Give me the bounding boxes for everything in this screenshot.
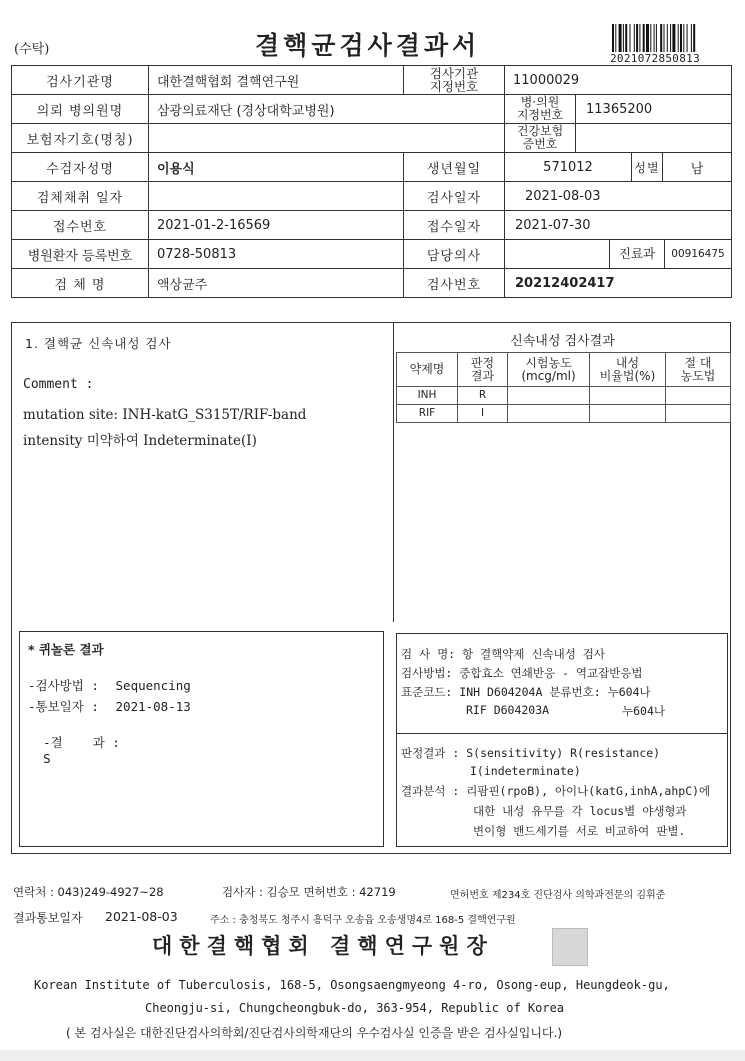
test-date-value: 2021-08-03 [505,182,732,211]
drug-result: I [458,405,508,423]
header-absolute: 절 대 농도법 [666,353,731,387]
table-row [397,405,731,423]
doctor-label: 담당의사 [404,240,505,269]
test-no-value: 20212402417 [505,269,732,298]
lab-name-label: 검사기관명 [12,66,149,95]
receipt-no-label: 접수번호 [12,211,149,240]
analysis-label: 결과분석 : [401,784,460,798]
specimen-label: 검 체 명 [12,269,149,298]
test-code-label: 표준코드: [401,685,453,699]
susceptibility-header-row [397,353,731,387]
judge-label: 판정결과 : [401,746,460,760]
address-en-1: Korean Institute of Tuberculosis, 168-5, Osongsaengmyeong 4-ro, Osong-eup, Heungdeok-gu, [34,978,670,992]
analysis-line3: 변이형 밴드세기를 서로 비교하여 판별. [473,824,686,838]
drug-result: R [458,387,508,405]
lab-code-label: 검사기관 지정번호 [404,66,505,95]
test-class-2: 누604나 [622,704,665,718]
test-method-label: 검사방법: [401,666,453,680]
req-hosp-label: 의뢰 병의원명 [12,95,149,124]
dob-label: 생년월일 [404,153,505,182]
receipt-date-value: 2021-07-30 [505,211,732,240]
table-row [397,387,731,405]
row-collect [12,182,732,211]
analysis-line1: 리팜핀(rpoB), 아이나(katG,inhA,ahpC)에 [466,784,711,798]
header-proportion: 내성 비율법(%) [590,353,666,387]
test-name-label: 검 사 명: [401,647,456,661]
row-hospital [12,95,732,124]
specimen-value: 액상균주 [149,269,404,298]
comment-label: Comment : [23,377,94,392]
seal-stamp [552,928,588,966]
lab-name-value: 대한결핵협회 결핵연구원 [149,66,404,95]
quinolone-report: 2021-08-13 [115,699,191,714]
test-info-divider [396,733,728,734]
test-name-row [401,646,605,662]
license: 면허번호 제234호 진단검사 의학과전문의 김휘준 [450,890,666,901]
reg-no-label: 병원환자 등록번호 [12,240,149,269]
lab-code-value: 11000029 [505,66,732,95]
test-code-1: INH D604204A [459,685,543,699]
header-drug: 약제명 [397,353,458,387]
test-date-label: 검사일자 [404,182,505,211]
judge-line2: I(indeterminate) [470,764,581,778]
header-result: 판정 결과 [458,353,508,387]
hosp-code-label: 병·의원 지정번호 [505,95,576,123]
quinolone-result-label: -결 과 : [43,735,120,750]
drug-name: RIF [397,405,458,423]
comment-line2: intensity 미약하여 Indeterminate(I) [23,433,257,449]
address: 주소 : 충청북도 청주시 흥덕구 오송읍 오송생명4로 168-5 결핵연구원 [210,915,516,926]
insured-label: 보험자기호(명칭) [12,124,149,153]
quinolone-report-row [28,697,191,715]
reg-no-value: 0728-50813 [149,240,404,269]
quinolone-report-label: -통보일자 : [28,699,99,714]
judge-row-1 [401,745,660,761]
test-class-label: 분류번호: [549,685,601,699]
header-concentration: 시험농도 (mcg/ml) [508,353,590,387]
collect-value [149,182,404,211]
document-title: 결핵균검사결과서 [255,31,481,60]
test-method-row [401,665,643,681]
dob-value: 571012 [505,153,632,182]
quinolone-method: Sequencing [115,678,191,693]
test-class-1: 누604나 [607,685,651,699]
section1-title: 1. 결핵균 신속내성 검사 [25,336,172,351]
test-code-row [401,684,651,700]
bottom-edge [0,1050,745,1061]
quinolone-title: * 퀴놀론 결과 [28,642,104,657]
org-name: 대한결핵협회 결핵연구원장 [152,933,494,958]
patient-label: 수검자성명 [12,153,149,182]
report-date-label: 결과통보일자 [13,911,83,925]
patient-info-table [11,65,732,298]
patient-name: 이용식 [149,153,404,182]
tester: 검사자 : 김승모 면허번호 : 42719 [222,885,396,899]
row-receipt [12,211,732,240]
doctor-value [505,240,610,268]
test-method: 중합효소 연쇄반응 - 역교잡반응법 [459,666,643,680]
health-card-label: 건강보험 증번호 [505,124,576,152]
insured-value [149,124,505,153]
analysis-row-1 [401,783,710,799]
test-no-label: 검사번호 [404,269,505,298]
sex-label: 성별 [632,153,663,182]
copy-label: (수탁) [14,42,50,57]
analysis-line2: 대한 내성 유무를 각 locus별 야생형과 [473,804,687,818]
collect-label: 검체채취 일자 [12,182,149,211]
rapid-test-panel [11,322,394,622]
receipt-date-label: 접수일자 [404,211,505,240]
row-regno [12,240,732,269]
dept-label: 진료과 [610,240,665,268]
susceptibility-title: 신속내성 검사결과 [510,334,615,349]
test-name: 항 결핵약제 신속내성 검사 [462,647,606,661]
row-patient [12,153,732,182]
judge-line1: S(sensitivity) R(resistance) [466,746,661,760]
susceptibility-table [396,352,731,423]
dept-value: 00916475 [671,248,725,260]
comment-line1: mutation site: INH-katG_S315T/RIF-band [23,407,307,423]
row-lab [12,66,732,95]
address-en-2: Cheongju-si, Chungcheongbuk-do, 363-954, Republic of Korea [145,1001,565,1015]
row-specimen [12,269,732,298]
row-insurance [12,124,732,153]
quinolone-method-label: -검사방법 : [28,678,99,693]
receipt-no-value: 2021-01-2-16569 [149,211,404,240]
sex-value: 남 [663,153,732,182]
quinolone-method-row [28,676,191,694]
hosp-code-value: 11365200 [586,101,653,117]
certification-note: ( 본 검사실은 대한진단검사의학회/진단검사의학재단의 우수검사실 인증을 받은 검사실입니다.) [66,1026,563,1040]
report-date: 2021-08-03 [105,909,178,924]
contact: 연락처 : 043)249-4927~28 [13,885,164,899]
req-hosp-value: 삼광의료재단 (경상대학교병원) [149,95,505,124]
barcode-number: 2021072850813 [610,52,700,65]
quinolone-result-row [28,718,123,766]
drug-name: INH [397,387,458,405]
barcode-icon [612,24,720,52]
quinolone-result: S [43,751,51,766]
test-code2: RIF D604203A [466,703,550,717]
